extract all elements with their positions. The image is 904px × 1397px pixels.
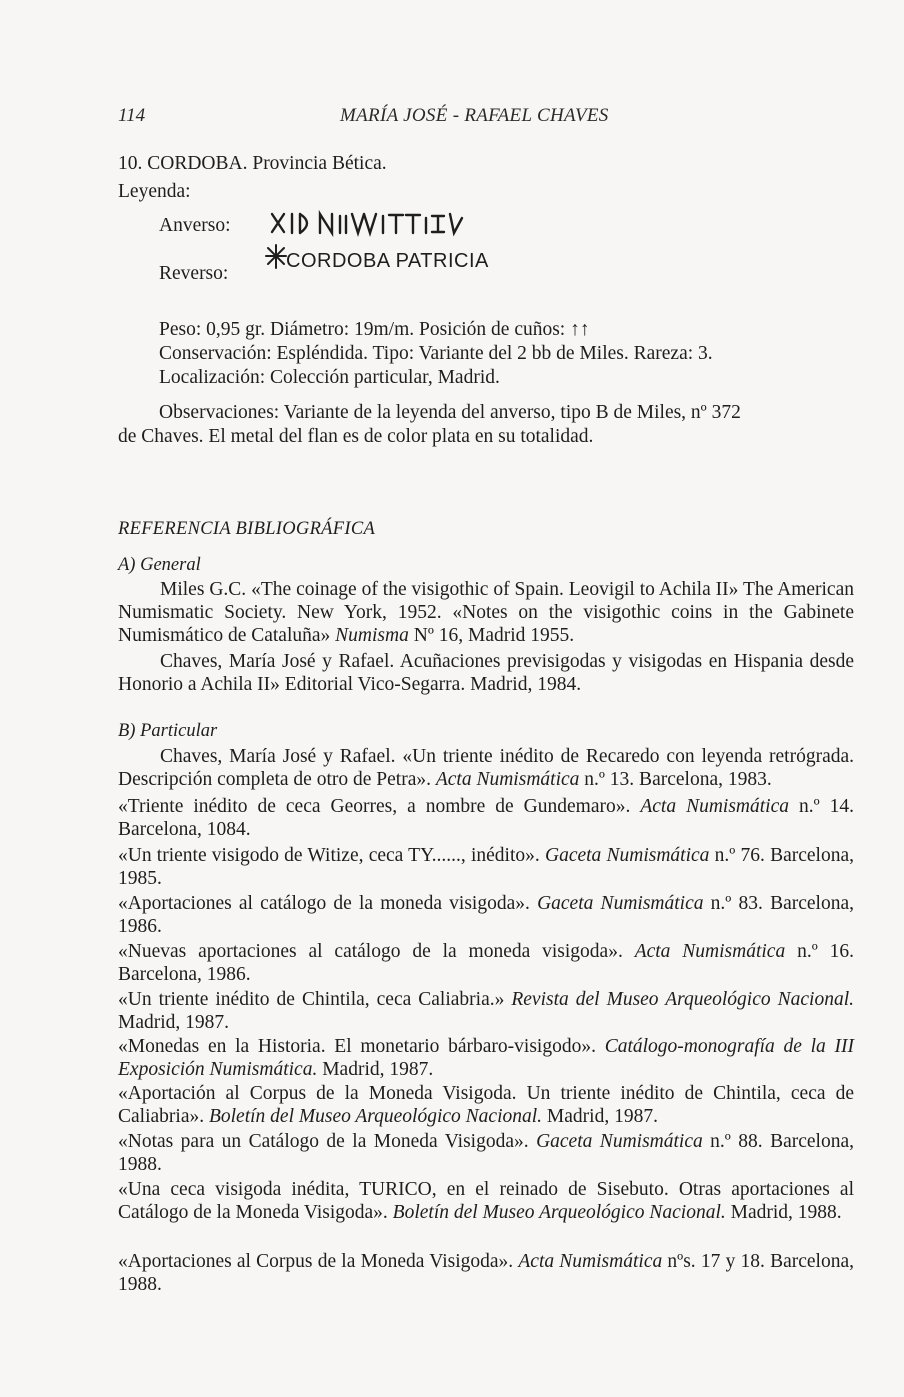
ref-after: Madrid, 1988. <box>725 1202 842 1224</box>
ref-after: Madrid, 1987. <box>542 1106 658 1128</box>
general-ref-1 <box>118 578 854 648</box>
coin-legends <box>262 188 582 288</box>
observaciones-line-2: de Chaves. El metal del flan es de color plata en su totalidad. <box>118 426 594 447</box>
ref-text: Miles G.C. «The coinage of the visigothic of Spain. Leovigil to Achila II» The American Numismatic Society. New York, 1952. «Notes on the visigothic coins in the Gabinete Numismático de Cataluña» <box>118 579 854 647</box>
ref-italic: Acta Numismática <box>435 769 580 791</box>
ref-text: Chaves, María José y Rafael. «Un triente inédito de Recaredo con leyenda retrógrada. Descripción completa de otro de Petra». <box>118 746 854 791</box>
ref-text: «Triente inédito de ceca Georres, a nombre de Gundemaro». <box>118 796 641 817</box>
particular-ref-8 <box>118 1082 854 1128</box>
ref-after: n.º 83. Barcelona, 1986. <box>118 893 855 938</box>
ref-text: «Un triente inédito de Chintila, ceca Caliabria.» <box>118 989 512 1010</box>
ref-italic: Acta Numismática <box>634 941 786 962</box>
ref-text: «Nuevas aportaciones al catálogo de la moneda visigoda». <box>118 941 635 962</box>
ref-after: n.º 14. Barcelona, 1084. <box>118 796 855 841</box>
ref-italic: Gaceta Numismática <box>544 845 710 866</box>
ref-text: «Una ceca visigoda inédita, TURICO, en el reinado de Sisebuto. Otras aportaciones al Catálogo de la Moneda Visigoda». <box>118 1179 854 1224</box>
particular-ref-4 <box>118 892 854 938</box>
ref-text: Chaves, María José y Rafael. Acuñaciones previsigodas y visigodas en Hispania desde Honorio a Achila II» Editorial Vico-Segarra. Madrid, 1984. <box>118 651 854 696</box>
ref-after: Nº 16, Madrid 1955. <box>408 625 575 647</box>
page-number: 114 <box>118 105 146 126</box>
conservacion-line: Conservación: Espléndida. Tipo: Variante del 2 bb de Miles. Rareza: 3. <box>159 343 713 364</box>
ref-italic: Numisma <box>335 625 409 647</box>
particular-ref-9 <box>118 1130 854 1176</box>
ref-italic: Gaceta Numismática <box>536 1131 703 1152</box>
particular-ref-11 <box>118 1250 854 1296</box>
ref-after: n.º 76. Barcelona, 1985. <box>118 845 854 890</box>
ref-text: «Aportaciones al Corpus de la Moneda Visigoda». <box>118 1251 519 1272</box>
particular-label: B) Particular <box>118 721 218 741</box>
particular-ref-7 <box>118 1035 854 1081</box>
bibliography-heading: REFERENCIA BIBLIOGRÁFICA <box>118 519 376 539</box>
particular-ref-2 <box>118 795 854 841</box>
ref-after: n.º 16. Barcelona, 1986. <box>118 941 854 986</box>
entry-title: 10. CORDOBA. Provincia Bética. <box>118 153 387 174</box>
anverso-label: Anverso: <box>159 215 231 236</box>
reverso-legend-drawing <box>262 188 582 288</box>
ref-italic: Catálogo-monografía de la III Exposición Numismática. <box>118 1036 854 1081</box>
ref-text: «Notas para un Catálogo de la Moneda Visigoda». <box>118 1131 537 1152</box>
reverso-label: Reverso: <box>159 263 229 284</box>
anverso-legend-text: X IDNIIVVITTI IV <box>432 283 441 284</box>
general-label: A) General <box>118 555 201 575</box>
ref-italic: Gaceta Numismática <box>537 893 704 914</box>
ref-italic: Acta Numismática <box>640 796 789 817</box>
ref-italic: Acta Numismática <box>518 1251 663 1272</box>
particular-ref-5 <box>118 940 854 986</box>
general-ref-2 <box>118 650 854 696</box>
ref-after: nºs. 17 y 18. Barcelona, 1988. <box>118 1251 854 1296</box>
ref-text: «Monedas en la Historia. El monetario bárbaro-visigodo». <box>118 1036 605 1057</box>
ref-after: n.º 88. Barcelona, 1988. <box>118 1131 854 1176</box>
ref-text: «Aportación al Corpus de la Moneda Visigoda. Un triente inédito de Chintila, ceca de Caliabria». <box>118 1083 854 1128</box>
particular-ref-1 <box>118 745 854 791</box>
peso-line: Peso: 0,95 gr. Diámetro: 19m/m. Posición de cuños: ↑↑ <box>159 319 590 340</box>
running-header-authors: MARÍA JOSÉ - RAFAEL CHAVES <box>340 105 609 126</box>
particular-ref-10 <box>118 1178 854 1224</box>
leyenda-label: Leyenda: <box>118 181 191 202</box>
ref-text: «Un triente visigodo de Witize, ceca TY......, inédito». <box>118 845 545 866</box>
ref-text: «Aportaciones al catálogo de la moneda visigoda». <box>118 893 538 914</box>
particular-ref-6 <box>118 988 854 1034</box>
ref-after: n.º 13. Barcelona, 1983. <box>579 769 772 791</box>
reverso-legend-text: CORDOBA PATRICIA <box>286 250 489 272</box>
observaciones-line-1: Observaciones: Variante de la leyenda del anverso, tipo B de Miles, nº 372 <box>159 402 741 423</box>
ref-after: Madrid, 1987. <box>118 1012 230 1034</box>
particular-ref-3 <box>118 844 854 890</box>
ref-italic: Revista del Museo Arqueológico Nacional. <box>511 989 854 1010</box>
ref-after: Madrid, 1987. <box>317 1059 434 1081</box>
ref-italic: Boletín del Museo Arqueológico Nacional. <box>208 1106 543 1128</box>
ref-italic: Boletín del Museo Arqueológico Nacional. <box>392 1202 726 1224</box>
localizacion-line: Localización: Colección particular, Madrid. <box>159 367 500 388</box>
